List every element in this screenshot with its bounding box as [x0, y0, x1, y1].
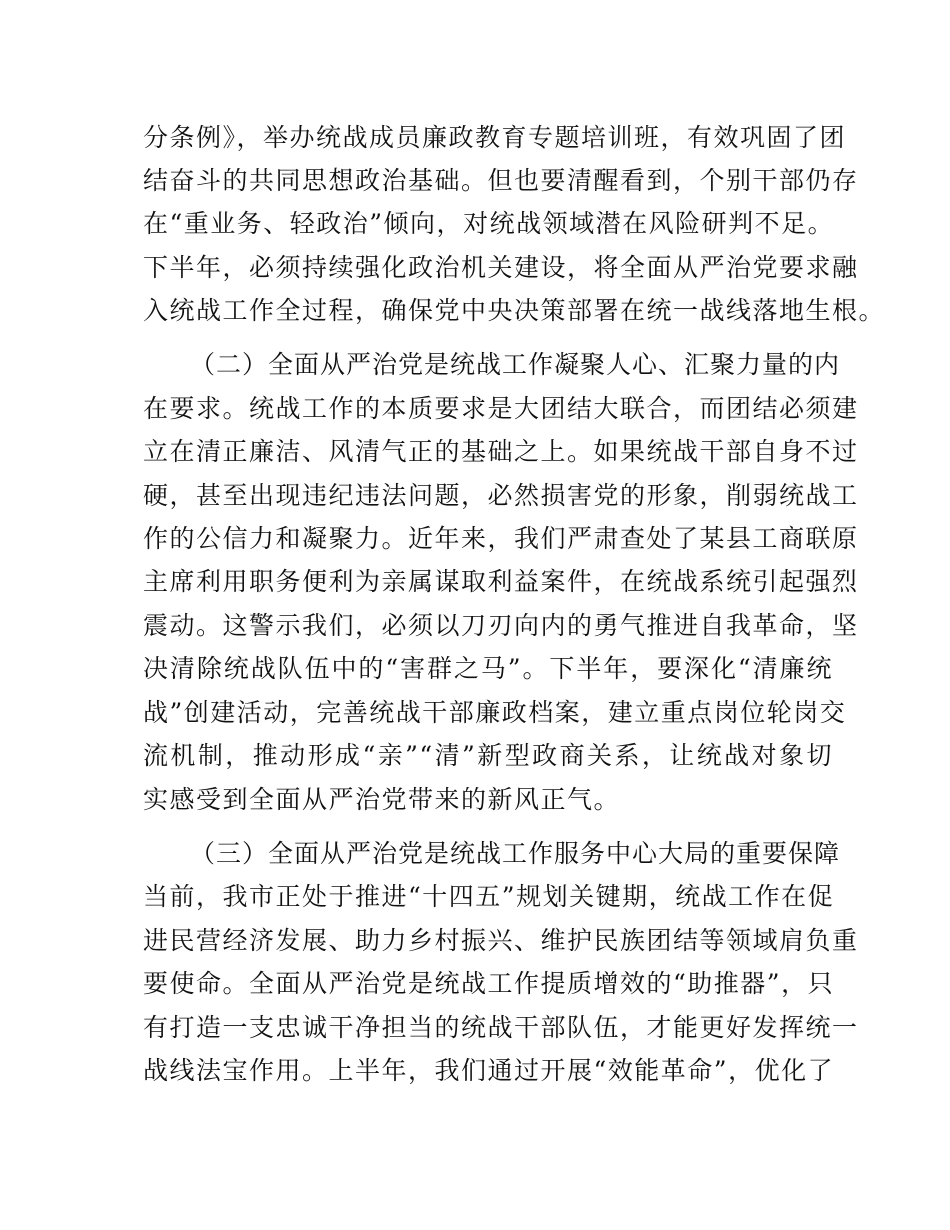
- text-line: 要使命。全面从严治党是统战工作提质增效的“助推器”，只: [143, 969, 835, 998]
- text-line: 战线法宝作用。上半年，我们通过开展“效能革命”，优化了: [143, 1056, 835, 1085]
- text-line: 分条例》，举办统战成员廉政教育专题培训班，有效巩固了团: [143, 123, 847, 152]
- text-line: 震动。这警示我们，必须以刀刃向内的勇气推进自我革命，坚: [143, 611, 859, 640]
- section-heading-line: （二）全面从严治党是统战工作凝聚人心、汇聚力量的内: [190, 350, 841, 379]
- text-line: 有打造一支忠诚干净担当的统战干部队伍，才能更好发挥统一: [143, 1013, 859, 1042]
- text-line: 当前，我市正处于推进“十四五”规划关键期，统战工作在促: [143, 882, 835, 911]
- text-line: 实感受到全面从严治党带来的新风正气。: [143, 785, 621, 814]
- text-line: 决清除统战队伍中的“害群之马”。下半年，要深化“清廉统: [143, 654, 833, 683]
- text-line: 在“重业务、轻政治”倾向，对统战领域潜在风险研判不足。: [143, 209, 835, 238]
- text-line: 进民营经济发展、助力乡村振兴、维护民族团结等领域肩负重: [143, 926, 859, 955]
- text-line: 在要求。统战工作的本质要求是大团结大联合，而团结必须建: [143, 394, 859, 423]
- text-line: 作的公信力和凝聚力。近年来，我们严肃查处了某县工商联原: [143, 524, 859, 553]
- section-heading-line: （三）全面从严治党是统战工作服务中心大局的重要保障: [190, 839, 841, 868]
- text-line: 硬，甚至出现违纪违法问题，必然损害党的形象，削弱统战工: [143, 481, 859, 510]
- text-line: 主席利用职务便利为亲属谋取利益案件，在统战系统引起强烈: [143, 567, 859, 596]
- text-line: 结奋斗的共同思想政治基础。但也要清醒看到，个别干部仍存: [143, 166, 859, 195]
- text-line: 立在清正廉洁、风清气正的基础之上。如果统战干部自身不过: [143, 437, 859, 466]
- text-line: 入统战工作全过程，确保党中央决策部署在统一战线落地生根。: [143, 296, 886, 325]
- text-line: 战”创建活动，完善统战干部廉政档案，建立重点岗位轮岗交: [143, 698, 847, 727]
- text-line: 下半年，必须持续强化政治机关建设，将全面从严治党要求融: [143, 253, 859, 282]
- text-line: 流机制，推动形成“亲”“清”新型政商关系，让统战对象切: [143, 741, 833, 770]
